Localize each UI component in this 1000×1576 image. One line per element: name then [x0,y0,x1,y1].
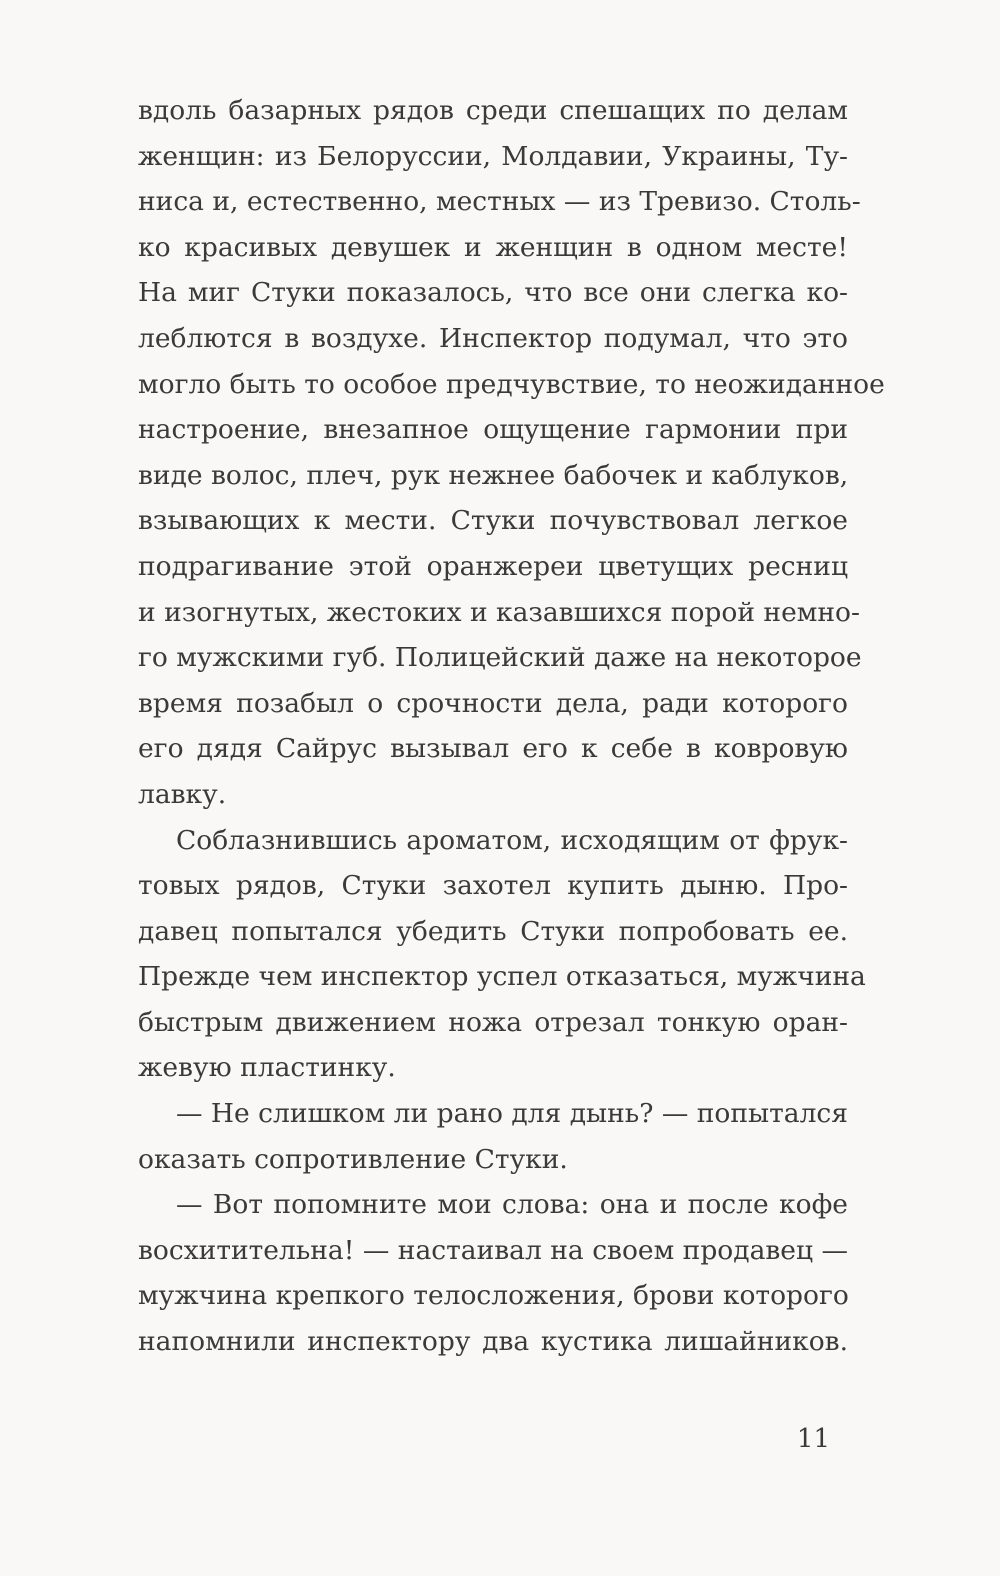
text-line: могло быть то особое предчувствие, то неожиданное [138,368,885,400]
text-line: давец попытался убедить Стуки попробовать ее. [138,915,848,947]
body-text [138,88,885,1365]
text-line: виде волос, плеч, рук нежнее бабочек и каблуков, [138,459,849,491]
text-line: настроение, внезапное ощущение гармонии при [138,414,848,446]
text-line: жевую пластинку. [138,1052,396,1084]
text-line: товых рядов, Стуки захотел купить дыню. Про- [138,870,848,902]
text-line: лавку. [138,778,227,810]
text-line: Прежде чем инспектор успел отказаться, мужчина [138,961,866,993]
text-line: вдоль базарных рядов среди спешащих по делам [138,95,848,126]
text-line: быстрым движением ножа отрезал тонкую оран- [138,1006,848,1038]
text-line: леблются в воздухе. Инспектор подумал, что это [138,322,848,354]
text-line: взывающих к мести. Стуки почувствовал легкое [138,505,848,537]
text-line: ниса и, естественно, местных — из Тревизо. Столь- [138,186,861,218]
text-line: — Не слишком ли рано для дынь? — попытался [176,1098,848,1130]
text-line: мужчина крепкого телосложения, брови которого [138,1280,849,1312]
text-line: На миг Стуки показалось, что все они слегка ко- [138,277,848,309]
text-line: его дядя Сайрус вызывал его к себе в ковровую [138,733,848,765]
text-line: — Вот попомните мои слова: она и после кофе [176,1189,848,1221]
text-line: время позабыл о срочности дела, ради которого [138,687,848,719]
text-line: оказать сопротивление Стуки. [138,1143,568,1175]
text-line: го мужскими губ. Полицейский даже на некоторое [138,642,862,674]
text-line: восхитительна! — настаивал на своем продавец — [138,1234,848,1266]
text-line: подрагивание этой оранжереи цветущих ресниц [138,550,848,582]
text-line: и изогнутых, жестоких и казавшихся порой немно- [138,596,860,628]
text-line: женщин: из Белоруссии, Молдавии, Украины, Ту- [138,140,848,172]
text-line: ко красивых девушек и женщин в одном месте! [138,231,848,263]
page-number: 11 [796,1424,830,1454]
text-line: Соблазнившись ароматом, исходящим от фрук- [176,824,848,856]
text-line: напомнили инспектору два кустика лишайников. [138,1326,848,1358]
